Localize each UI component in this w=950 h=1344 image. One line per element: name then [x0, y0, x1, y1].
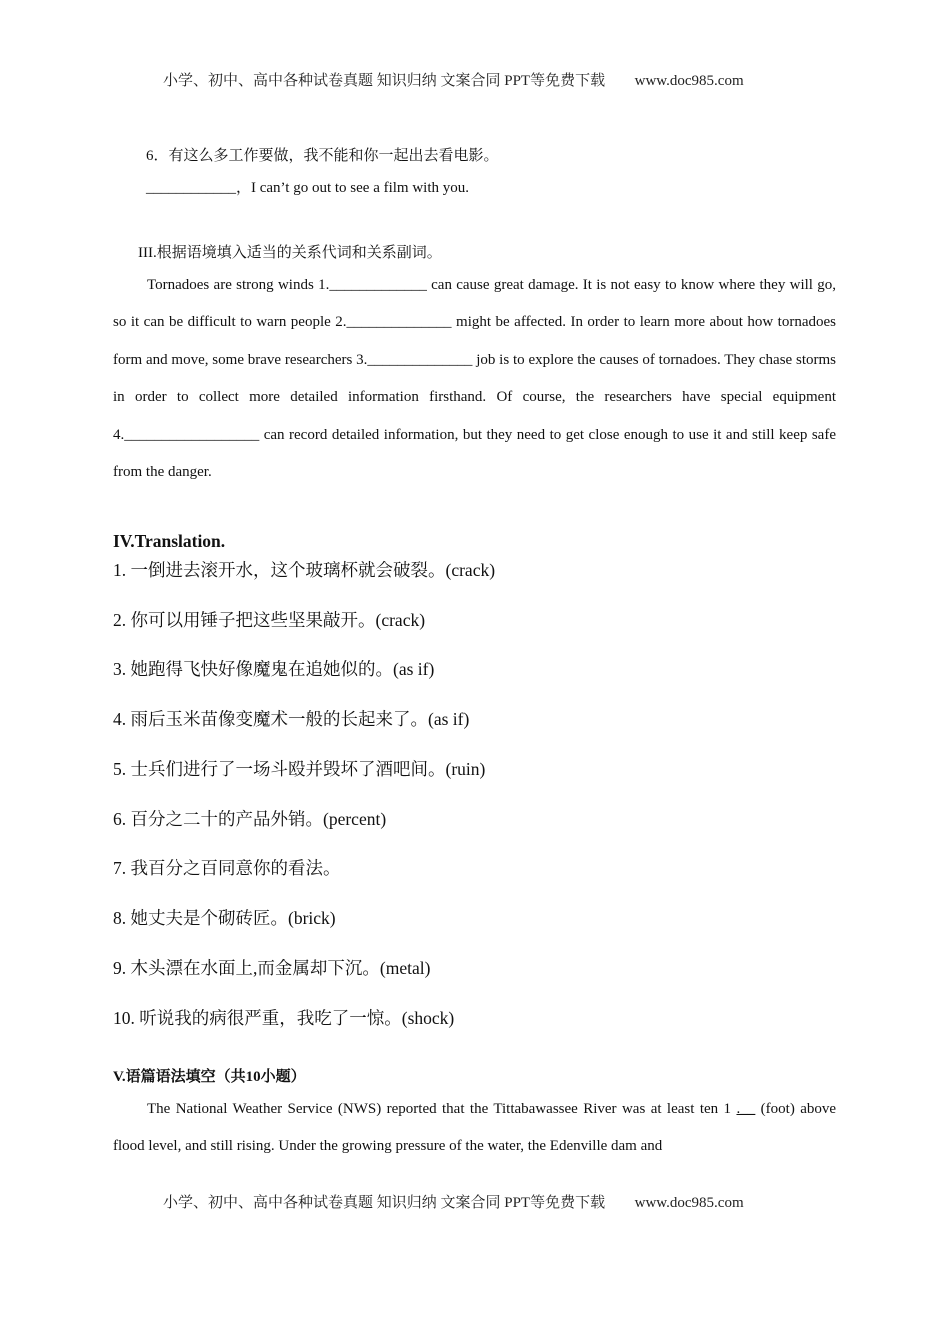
translation-item-2: 2. 你可以用锤子把这些坚果敲开。(crack) — [113, 610, 426, 630]
part3-passage: Tornadoes are strong winds 1._____________ can cause great damage. It is not easy to know where they will go, so it can be difficult to warn people 2.______________ might be affected. In order to learn more about how tornadoes form and move, some brave researchers 3.______________ job is to explore the causes of tornadoes. They chase storms in order to collect more detailed information firsthand. Of course, the researchers have special equipment 4.__________________ can record detailed information, but they need to get close enough to use it and still keep safe from the danger. — [113, 277, 836, 481]
page-footer — [163, 1191, 744, 1212]
q6-blank: ____________ — [146, 180, 236, 196]
part5-blank-1: .__ — [736, 1101, 756, 1117]
page-header — [163, 69, 744, 90]
part3-passage-block — [113, 267, 836, 491]
part5-passage-block — [113, 1091, 836, 1166]
translation-item-9: 9. 木头漂在水面上,而金属却下沉。(metal) — [113, 958, 431, 978]
part4-title: IV.Translation. — [113, 531, 226, 551]
header-url: www.doc985.com — [634, 73, 744, 89]
part5-passage-b: (foot) above flood level, and still rising. Under the growing pressure of the water, the Edenville dam and — [113, 1101, 837, 1155]
part5-passage-a: The National Weather Service (NWS) reported that the Tittabawassee River was at least ten 1 — [147, 1101, 732, 1117]
translation-item-7: 7. 我百分之百同意你的看法。 — [113, 858, 341, 878]
translation-item-10: 10. 听说我的病很严重，我吃了一惊。(shock) — [113, 1008, 455, 1028]
footer-url: www.doc985.com — [634, 1195, 744, 1211]
translation-item-1: 1. 一倒进去滚开水，这个玻璃杯就会破裂。(crack) — [113, 560, 496, 580]
header-text: 小学、初中、高中各种试卷真题 知识归纳 文案合同 PPT等免费下载 — [163, 73, 606, 89]
translation-item-5: 5. 士兵们进行了一场斗殴并毁坏了酒吧间。(ruin) — [113, 759, 486, 779]
q6-english: ，I can’t go out to see a film with you. — [236, 180, 470, 196]
q6-line — [146, 176, 469, 197]
translation-item-6: 6. 百分之二十的产品外销。(percent) — [113, 809, 387, 829]
part3-title: III.根据语境填入适当的关系代词和关系副词。 — [138, 245, 442, 261]
translation-item-3: 3. 她跑得飞快好像魔鬼在追她似的。(as if) — [113, 659, 435, 679]
part5-passage — [113, 1091, 836, 1166]
q6-chinese: 6．有这么多工作要做，我不能和你一起出去看电影。 — [146, 148, 499, 164]
translation-item-8: 8. 她丈夫是个砌砖匠。(brick) — [113, 908, 336, 928]
part5-title: V.语篇语法填空（共10小题） — [113, 1069, 306, 1085]
translation-item-4: 4. 雨后玉米苗像变魔术一般的长起来了。(as if) — [113, 709, 470, 729]
footer-text: 小学、初中、高中各种试卷真题 知识归纳 文案合同 PPT等免费下载 — [163, 1195, 606, 1211]
